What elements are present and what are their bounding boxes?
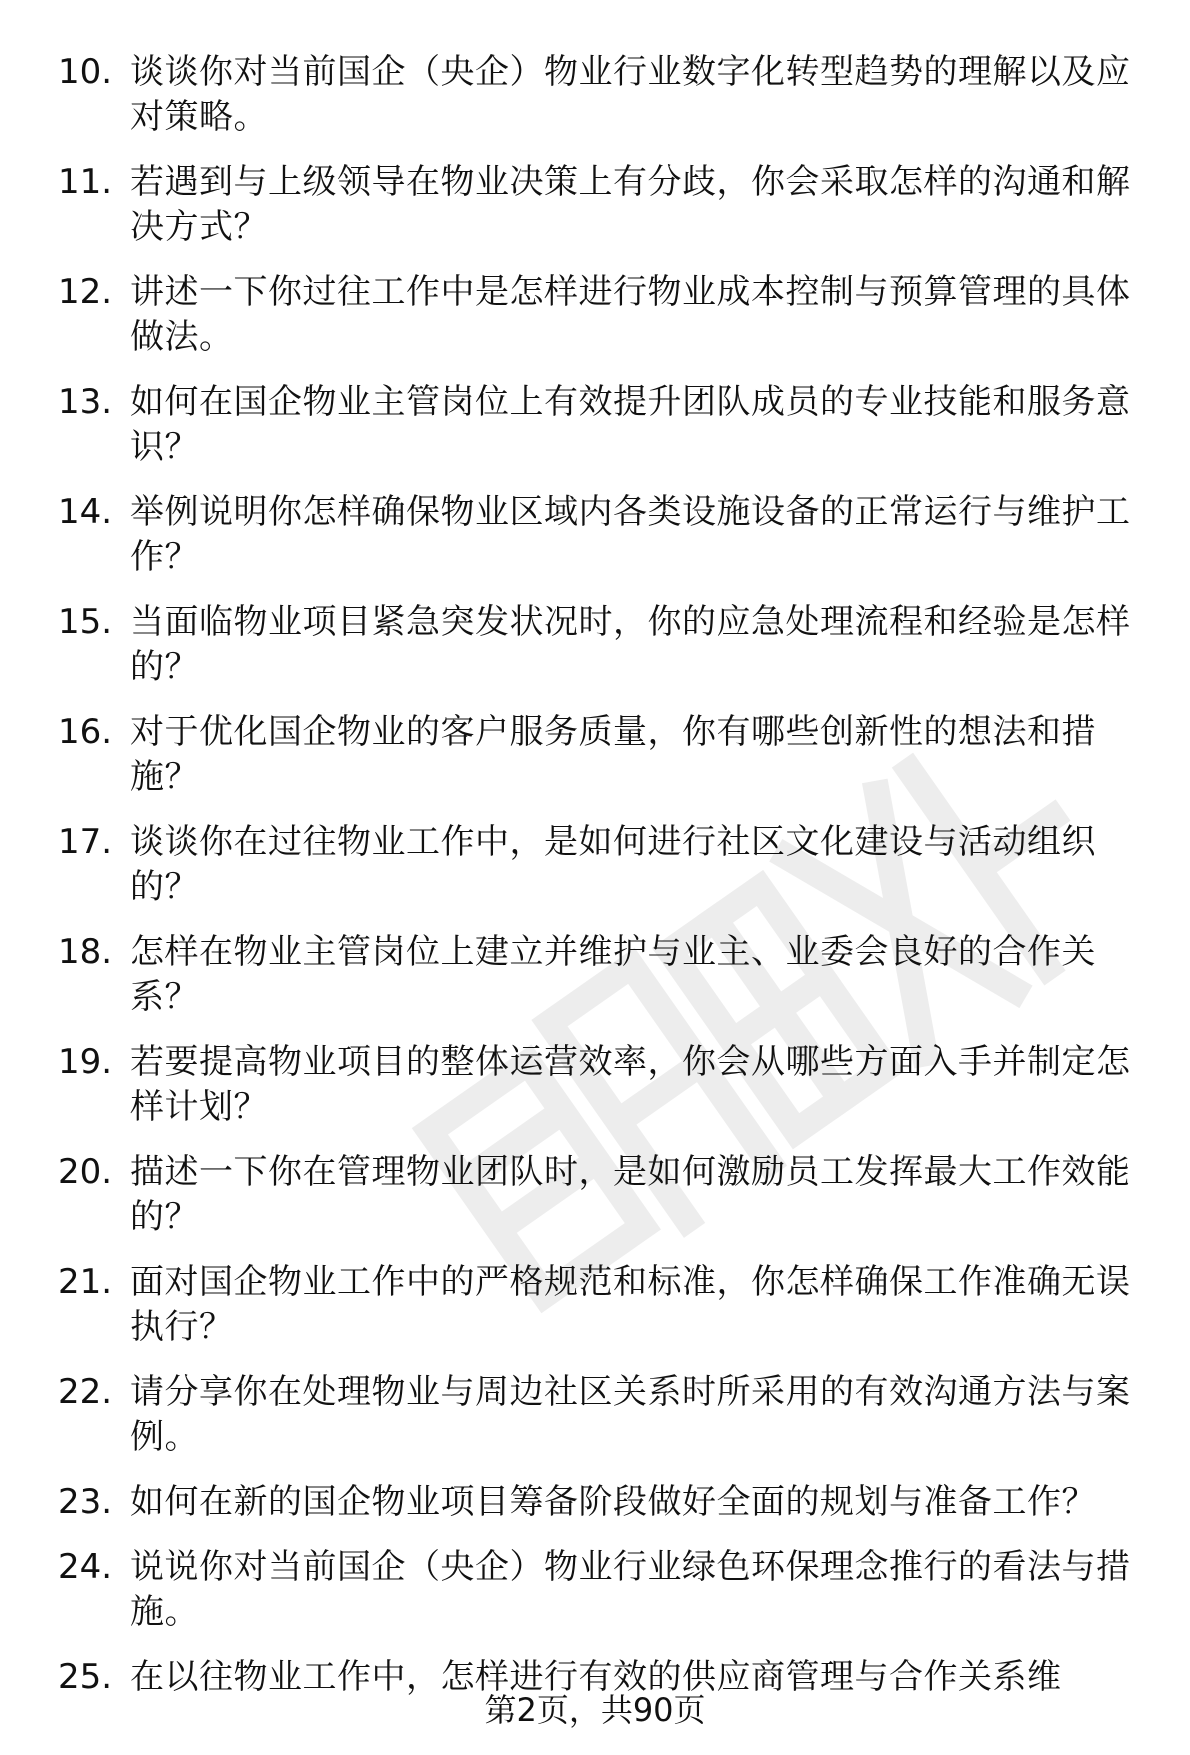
question-item xyxy=(58,160,1148,250)
question-item xyxy=(58,600,1148,690)
question-number: 15. xyxy=(58,602,113,642)
question-text: 面对国企物业工作中的严格规范和标准，你怎样确保工作准确无误执行？ xyxy=(130,1262,1131,1347)
question-number: 17. xyxy=(58,822,113,862)
question-text: 请分享你在处理物业与周边社区关系时所采用的有效沟通方法与案例。 xyxy=(130,1372,1131,1457)
question-text: 对于优化国企物业的客户服务质量，你有哪些创新性的想法和措施？ xyxy=(130,712,1096,797)
question-number: 16. xyxy=(58,712,113,752)
question-list xyxy=(58,50,1148,1720)
question-item xyxy=(58,270,1148,360)
question-text: 当面临物业项目紧急突发状况时，你的应急处理流程和经验是怎样的？ xyxy=(130,602,1131,687)
question-number: 20. xyxy=(58,1152,113,1192)
question-text: 在以往物业工作中，怎样进行有效的供应商管理与合作关系维 xyxy=(130,1657,1062,1697)
question-item xyxy=(58,1480,1148,1525)
question-text: 若遇到与上级领导在物业决策上有分歧，你会采取怎样的沟通和解决方式？ xyxy=(130,162,1131,247)
question-text: 描述一下你在管理物业团队时，是如何激励员工发挥最大工作效能的？ xyxy=(130,1152,1131,1237)
question-number: 24. xyxy=(58,1547,113,1587)
question-item xyxy=(58,1040,1148,1130)
question-item xyxy=(58,710,1148,800)
question-text: 举例说明你怎样确保物业区域内各类设施设备的正常运行与维护工作？ xyxy=(130,492,1131,577)
question-text: 怎样在物业主管岗位上建立并维护与业主、业委会良好的合作关系？ xyxy=(130,932,1096,1017)
question-number: 14. xyxy=(58,492,113,532)
question-item xyxy=(58,820,1148,910)
question-number: 22. xyxy=(58,1372,113,1412)
question-text: 谈谈你对当前国企（央企）物业行业数字化转型趋势的理解以及应对策略。 xyxy=(130,52,1131,137)
question-text: 如何在新的国企物业项目筹备阶段做好全面的规划与准备工作？ xyxy=(130,1482,1096,1522)
question-item xyxy=(58,930,1148,1020)
question-number: 19. xyxy=(58,1042,113,1082)
question-item xyxy=(58,1150,1148,1240)
question-item xyxy=(58,1545,1148,1635)
question-number: 23. xyxy=(58,1482,113,1522)
question-number: 18. xyxy=(58,932,113,972)
question-number: 21. xyxy=(58,1262,113,1302)
question-text: 谈谈你在过往物业工作中，是如何进行社区文化建设与活动组织的？ xyxy=(130,822,1096,907)
question-number: 10. xyxy=(58,52,113,92)
question-number: 12. xyxy=(58,272,113,312)
page-footer: 第2页，共90页 xyxy=(484,1691,706,1729)
question-number: 25. xyxy=(58,1657,113,1697)
question-text: 说说你对当前国企（央企）物业行业绿色环保理念推行的看法与措施。 xyxy=(130,1547,1131,1632)
question-text: 若要提高物业项目的整体运营效率，你会从哪些方面入手并制定怎样计划？ xyxy=(130,1042,1131,1127)
question-text: 讲述一下你过往工作中是怎样进行物业成本控制与预算管理的具体做法。 xyxy=(130,272,1131,357)
question-text: 如何在国企物业主管岗位上有效提升团队成员的专业技能和服务意识？ xyxy=(130,382,1131,467)
question-item xyxy=(58,380,1148,470)
question-number: 13. xyxy=(58,382,113,422)
question-item xyxy=(58,490,1148,580)
question-item xyxy=(58,1260,1148,1350)
question-item xyxy=(58,1370,1148,1460)
question-number: 11. xyxy=(58,162,113,202)
question-item xyxy=(58,50,1148,140)
